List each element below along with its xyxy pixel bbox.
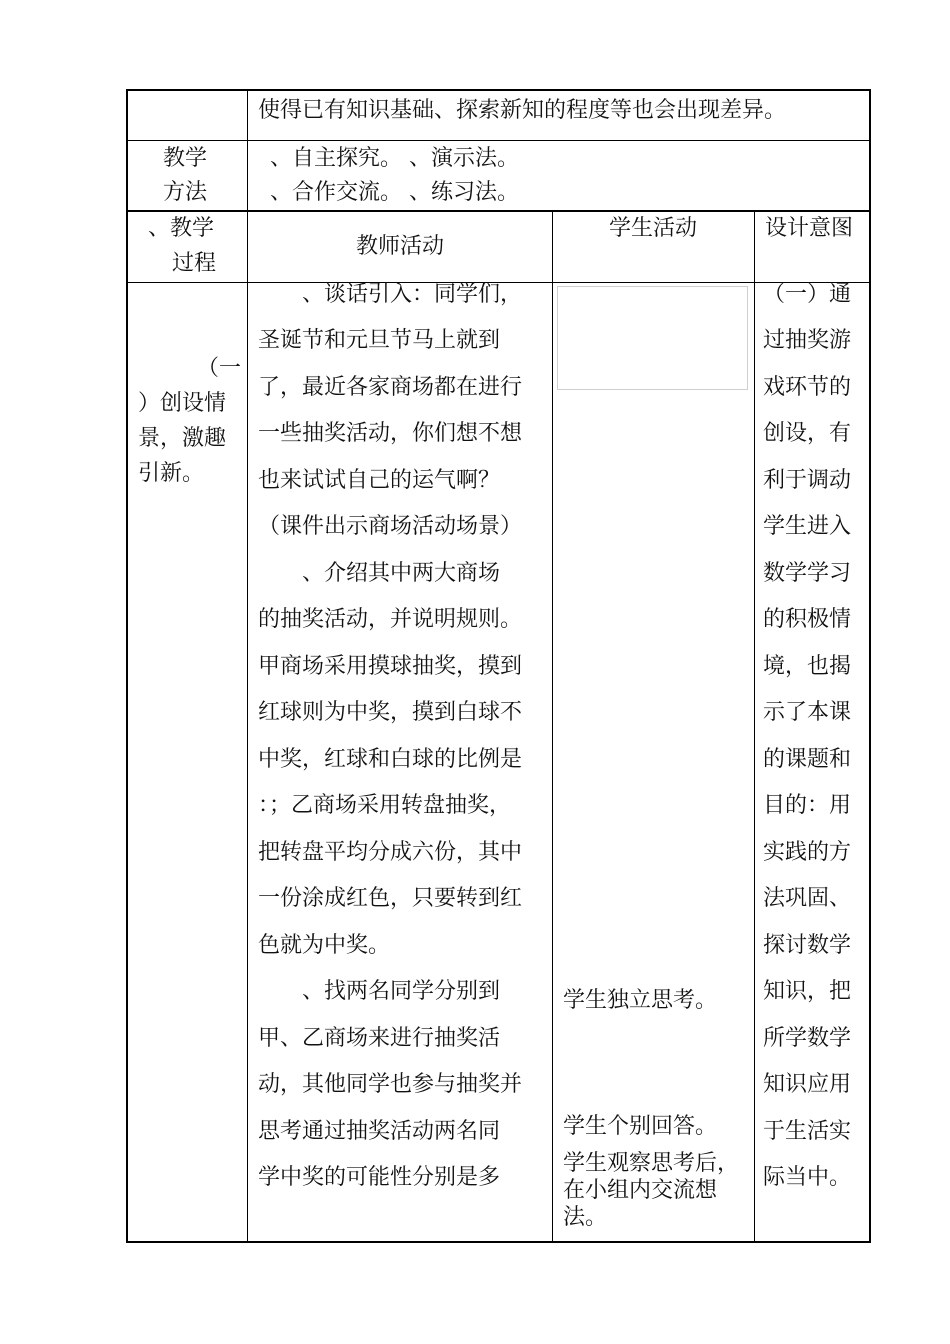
teacher-line: 圣诞节和元旦节马上就到 bbox=[258, 328, 501, 353]
table-border-left bbox=[126, 89, 128, 1243]
col-divider-2 bbox=[552, 210, 553, 1243]
student-observe-line: 学生观察思考后， bbox=[563, 1151, 740, 1176]
design-line: 示了本课 bbox=[763, 700, 852, 725]
header-student: 学生活动 bbox=[608, 216, 697, 241]
design-line: 知识应用 bbox=[763, 1072, 852, 1097]
design-line: 法巩固、 bbox=[763, 886, 852, 911]
student-observe-line: 在小组内交流想 bbox=[563, 1178, 718, 1203]
teacher-line: 了，最近各家商场都在进行 bbox=[258, 375, 523, 400]
teacher-line: 、介绍其中两大商场 bbox=[258, 561, 501, 586]
teacher-line: 的抽奖活动，并说明规则。 bbox=[258, 607, 523, 632]
methods-label-1: 教学 bbox=[162, 146, 207, 171]
design-line: 目的：用 bbox=[763, 793, 852, 818]
teacher-line: 色就为中奖。 bbox=[258, 933, 391, 958]
design-line: 学生进入 bbox=[763, 514, 852, 539]
teacher-line: 甲商场采用摸球抽奖，摸到 bbox=[258, 654, 523, 679]
header-process-2: 过程 bbox=[172, 251, 217, 276]
continuation-text: 使得已有知识基础、探索新知的程度等也会出现差异。 bbox=[258, 98, 787, 123]
table-border-bottom bbox=[126, 1241, 871, 1243]
teacher-line: 一些抽奖活动，你们想不想 bbox=[258, 421, 523, 446]
design-line: 于生活实 bbox=[763, 1119, 852, 1144]
design-line: 所学数学 bbox=[763, 1026, 852, 1051]
stage-line: （一 bbox=[197, 356, 242, 381]
design-line: 知识，把 bbox=[763, 979, 852, 1004]
teacher-line: 中奖，红球和白球的比例是 bbox=[258, 747, 523, 772]
header-process-1: 、教学 bbox=[148, 216, 215, 241]
teacher-line: ：；乙商场采用转盘抽奖， bbox=[258, 793, 512, 818]
teacher-line: 一份涂成红色，只要转到红 bbox=[258, 886, 523, 911]
teacher-line: 、谈话引入：同学们， bbox=[258, 282, 523, 307]
col-divider-1 bbox=[247, 89, 248, 1243]
teacher-line: 思考通过抽奖活动两名同 bbox=[258, 1119, 501, 1144]
row-divider-2 bbox=[126, 210, 871, 212]
design-line: （一）通 bbox=[763, 282, 852, 307]
design-line: 创设，有 bbox=[763, 421, 852, 446]
header-design: 设计意图 bbox=[765, 216, 854, 241]
student-think: 学生独立思考。 bbox=[563, 988, 718, 1013]
teacher-line: 动，其他同学也参与抽奖并 bbox=[258, 1072, 523, 1097]
teacher-line: 红球则为中奖，摸到白球不 bbox=[258, 700, 523, 725]
student-observe-line: 法。 bbox=[563, 1205, 608, 1230]
design-line: 的课题和 bbox=[763, 747, 852, 772]
methods-line-2: 、合作交流。 、练习法。 bbox=[270, 180, 519, 205]
design-line: 境，也揭 bbox=[763, 654, 852, 679]
methods-line-1: 、自主探究。 、演示法。 bbox=[270, 146, 519, 171]
teacher-line: 、找两名同学分别到 bbox=[258, 979, 501, 1004]
design-line: 探讨数学 bbox=[763, 933, 852, 958]
design-line: 数学学习 bbox=[763, 561, 852, 586]
table-border-right bbox=[869, 89, 871, 1243]
teacher-line: 学中奖的可能性分别是多 bbox=[258, 1165, 501, 1190]
teacher-line: 把转盘平均分成六份，其中 bbox=[258, 840, 523, 865]
teacher-line: 也来试试自己的运气啊？ bbox=[258, 468, 501, 493]
teacher-line: 甲、乙商场来进行抽奖活 bbox=[258, 1026, 501, 1051]
col-divider-3 bbox=[754, 210, 755, 1243]
design-line: 际当中。 bbox=[763, 1165, 852, 1190]
design-line: 过抽奖游 bbox=[763, 328, 852, 353]
empty-image-frame bbox=[557, 286, 748, 390]
design-line: 利于调动 bbox=[763, 468, 852, 493]
design-line: 的积极情 bbox=[763, 607, 852, 632]
teacher-line: （课件出示商场活动场景） bbox=[258, 514, 523, 539]
methods-label-2: 方法 bbox=[162, 180, 207, 205]
student-answer: 学生个别回答。 bbox=[563, 1114, 718, 1139]
design-line: 实践的方 bbox=[763, 840, 852, 865]
stage-line: 景，激趣 bbox=[138, 426, 227, 451]
stage-line: ）创设情 bbox=[138, 391, 227, 416]
design-line: 戏环节的 bbox=[763, 375, 852, 400]
header-teacher: 教师活动 bbox=[355, 234, 444, 259]
stage-line: 引新。 bbox=[138, 461, 205, 486]
